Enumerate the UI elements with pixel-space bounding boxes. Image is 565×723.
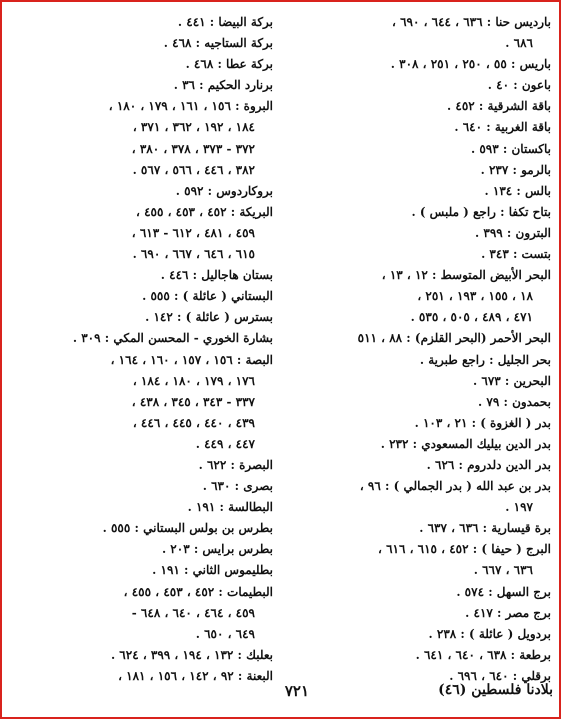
index-entry: بدر ( الغزوة ) : ٢١ ، ١٠٣ . bbox=[414, 415, 551, 430]
index-entry: بدر الدين بيليك المسعودي : ٢٣٢ . bbox=[380, 436, 551, 451]
index-entry: برنارد الحكيم : ٣٦ . bbox=[173, 78, 273, 93]
index-entry: بالس : ١٣٤ . bbox=[484, 183, 551, 198]
index-entry-continuation: ٦٨٦ . bbox=[505, 36, 533, 51]
index-column-right bbox=[299, 12, 551, 687]
index-entry: البرج ( حيفا ) : ٤٥٢ ، ٦١٥ ، ٦١٦ ، bbox=[378, 542, 551, 557]
index-entry: باقة الشرقية : ٤٥٢ . bbox=[447, 99, 551, 114]
index-entry: البصة : ١٥٦ ، ١٥٧ ، ١٦٠ ، ١٦٤ ، bbox=[110, 352, 273, 367]
index-entry: بردويل ( عائلة ) : ٢٣٨ . bbox=[428, 626, 551, 641]
index-entry: بتاح تكفا : راجع ( ملبس ) . bbox=[411, 204, 551, 219]
index-entry-continuation: ١٨ ، ١٥٥ ، ١٩٣ ، ٢٥١ ، bbox=[417, 289, 533, 304]
index-entry: بتست : ٣٤٣ . bbox=[481, 247, 551, 262]
index-entry: باريس : ٥٥ ، ٢٥٠ ، ٢٥١ ، ٣٠٨ . bbox=[390, 57, 551, 72]
index-entry: بصرى : ٦٣٠ . bbox=[202, 479, 273, 494]
index-entry: البطالسة : ١٩١ . bbox=[187, 500, 273, 515]
index-entry: برقلي : ٦٤٠ ، ٦٩٦ . bbox=[449, 668, 551, 683]
index-entry: بركة عطا : ٤٦٨ . bbox=[185, 57, 273, 72]
index-entry-continuation: ١٩٧ . bbox=[505, 500, 533, 515]
index-entry-continuation: ٣٣٧ - ٣٤٣ ، ٣٤٥ ، ٤٣٨ ، bbox=[131, 394, 255, 409]
index-entry: بطرس برايس : ٢٠٣ . bbox=[161, 542, 273, 557]
index-entry: بحر الجليل : راجع طبرية . bbox=[419, 352, 551, 367]
index-entry: برة قيسارية : ٦٣٦ ، ٦٣٧ . bbox=[419, 521, 551, 536]
index-entry-continuation: ٦٤٩ ، ٦٥٠ . bbox=[195, 626, 255, 641]
index-entry: بروكاردوس : ٥٩٢ . bbox=[175, 183, 273, 198]
page-footer bbox=[0, 682, 565, 706]
index-entry: البروة : ١٥٦ ، ١٦١ ، ١٧٩ ، ١٨٠ ، bbox=[108, 99, 273, 114]
book-title: بلادنا فلسطين (٤٦) bbox=[438, 682, 553, 698]
index-entry: بطليموس الثاني : ١٩١ . bbox=[152, 563, 273, 578]
index-entry-continuation: ٤٣٩ ، ٤٤٠ ، ٤٤٥ ، ٤٤٦ ، bbox=[132, 415, 255, 430]
index-column-left bbox=[15, 12, 273, 687]
index-entry: البستاني ( عائلة ) : ٥٥٥ . bbox=[142, 289, 273, 304]
index-entry: بدر الدين دلدروم : ٦٢٦ . bbox=[426, 457, 551, 472]
index-entry: بطرس بن بولس البستاني : ٥٥٥ . bbox=[102, 521, 273, 536]
index-entry: بركة الستاجيه : ٤٦٨ . bbox=[163, 36, 273, 51]
index-entry: بسترس ( عائلة ) : ١٤٢ . bbox=[145, 310, 273, 325]
index-entry-continuation: ٦١٥ ، ٦٤٦ ، ٦٦٧ ، ٦٩٠ . bbox=[132, 247, 255, 262]
index-entry-continuation: ٤٥٩ ، ٤٨١ ، ٦١٢ - ٦١٣ ، bbox=[131, 225, 255, 240]
index-entry-continuation: ٤٧١ ، ٤٨٩ ، ٥٠٥ ، ٥٣٥ . bbox=[410, 310, 533, 325]
index-entry-continuation: ١٧٦ ، ١٧٩ ، ١٨٠ ، ١٨٤ ، bbox=[132, 373, 255, 388]
index-entry-continuation: ٦٣٦ ، ٦٦٧ . bbox=[473, 563, 533, 578]
index-entry-continuation: ٣٧٢ - ٣٧٣ ، ٣٧٨ ، ٣٨٠ ، bbox=[131, 141, 255, 156]
index-entry-continuation: ٣٨٢ ، ٤٤٦ ، ٥٦٦ ، ٥٦٧ . bbox=[132, 162, 255, 177]
index-entry: البحر الأبيض المتوسط : ١٢ ، ١٣ ، bbox=[381, 268, 551, 283]
index-entry-continuation: ١٨٤ ، ١٩٢ ، ٣٦٢ ، ٣٧١ ، bbox=[132, 120, 255, 135]
index-entry: باقة الغربية : ٦٤٠ . bbox=[454, 120, 551, 135]
index-entry: بعلبك : ١٣٢ ، ١٩٤ ، ٣٩٩ ، ٦٢٤ . bbox=[110, 647, 273, 662]
index-entry: بشارة الخوري - المحسن المكي : ٣٠٩ . bbox=[72, 331, 273, 346]
index-entry: البحر الأحمر (البحر القلزم) : ٨٨ ، ٥١١ bbox=[357, 331, 551, 346]
index-entry: برج السهل : ٥٧٤ . bbox=[456, 584, 551, 599]
index-entry: بالرمو : ٢٣٧ . bbox=[480, 162, 551, 177]
index-entry: البحرين : ٦٧٣ . bbox=[473, 373, 551, 388]
index-entry: باعون : ٤٠ . bbox=[487, 78, 551, 93]
index-entry-continuation: ٤٥٩ ، ٤٦٤ ، ٦٤٠ ، ٦٤٨ - bbox=[131, 605, 255, 620]
index-entry: البعنة : ٩٢ ، ١٤٢ ، ١٥٦ ، ١٨١ ، bbox=[118, 668, 273, 683]
index-entry: بستان هاجاليل : ٤٤٦ . bbox=[160, 268, 273, 283]
index-entry: البريكة : ٤٥٢ ، ٤٥٣ ، ٤٥٥ ، bbox=[136, 204, 273, 219]
page-number: ٧٢١ bbox=[284, 682, 309, 700]
index-entry: البترون : ٣٩٩ . bbox=[475, 225, 551, 240]
index-entry: بارديس حنا : ٦٣٦ ، ٦٤٤ ، ٦٩٠ ، bbox=[392, 15, 551, 29]
index-entry: بدر بن عبد الله ( بدر الجمالي ) : ٩٦ ، bbox=[359, 479, 551, 494]
index-entry: باكستان : ٥٩٣ . bbox=[471, 141, 551, 156]
index-entry: البصرة : ٦٢٢ . bbox=[198, 457, 273, 472]
index-entry: بركة البيضا : ٤٤١ . bbox=[177, 15, 273, 29]
index-entry-continuation: ٤٤٧ ، ٤٤٩ . bbox=[195, 436, 255, 451]
index-entry: البطيمات : ٤٥٢ ، ٤٥٣ ، ٤٥٥ ، bbox=[123, 584, 273, 599]
index-entry: برطعة : ٦٣٨ ، ٦٤٠ ، ٦٤١ . bbox=[415, 647, 551, 662]
index-entry: بحمدون : ٧٩ . bbox=[478, 394, 551, 409]
index-entry: برج مصر : ٤١٧ . bbox=[465, 605, 551, 620]
